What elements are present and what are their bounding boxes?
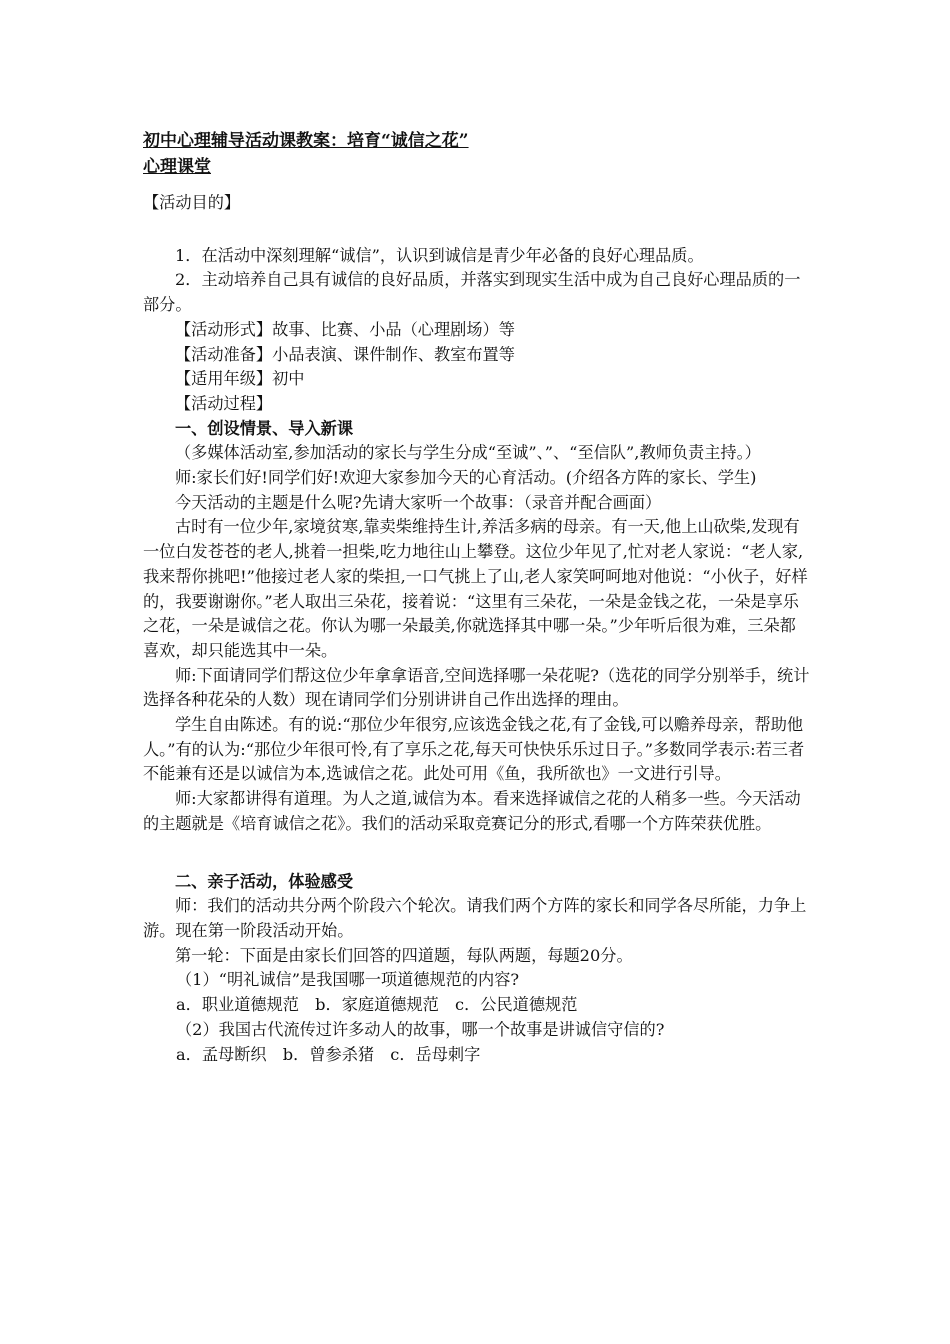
story-paragraph: 古时有一位少年,家境贫寒,靠卖柴维持生计,养活多病的母亲。有一天,他上山砍柴,发现有一位白发苍苍的老人,挑着一担柴,吃力地往山上攀登。这位少年见了,忙对老人家说：“老人家,我来帮你挑吧!”他接过老人家的柴担,一口气挑上了山,老人家笑呵呵地对他说：“小伙子，好样的，我要谢谢你。”老人取出三朵花，接着说：“这里有三朵花，一朵是金钱之花，一朵是享乐之花，一朵是诚信之花。你认为哪一朵最美,你就选择其中哪一朵。”少年听后很为难，三朵都喜欢，却只能选其中一朵。 — [143, 517, 808, 660]
section-heading: 二、亲子活动，体验感受 — [175, 871, 354, 891]
paragraph: 师:大家都讲得有道理。为人之道,诚信为本。看来选择诚信之花的人稍多一些。今天活动的主题就是《培育诚信之花》。我们的活动采取竞赛记分的形式,看哪一个方阵荣获优胜。 — [143, 789, 801, 833]
meta-grade: 【适用年级】初中 — [175, 369, 305, 389]
document-body — [143, 191, 811, 1067]
paragraph: 第一轮：下面是由家长们回答的四道题，每队两题，每题20分。 — [175, 945, 633, 965]
question-options: a．职业道德规范 b．家庭道德规范 c．公民道德规范 — [176, 995, 578, 1015]
question: （2）我国古代流传过许多动人的故事，哪一个故事是讲诚信守信的? — [176, 1019, 665, 1039]
question: （1）“明礼诚信”是我国哪一项道德规范的内容? — [176, 970, 520, 990]
paragraph: 师：我们的活动共分两个阶段六个轮次。请我们两个方阵的家长和同学各尽所能，力争上游。现在第一阶段活动开始。 — [143, 896, 807, 940]
document-subtitle: 心理课堂 — [143, 157, 211, 177]
document-title: 初中心理辅导活动课教案：培育“诚信之花” — [143, 131, 469, 151]
paragraph: 今天活动的主题是什么呢?先请大家听一个故事：（录音并配合画面） — [175, 492, 662, 512]
paragraph: 师:家长们好!同学们好!欢迎大家参加今天的心育活动。(介绍各方阵的家长、学生) — [175, 468, 757, 488]
paragraph: 师:下面请同学们帮这位少年拿拿语音,空间选择哪一朵花呢?（选花的同学分别举手，统计选择各种花朵的人数）现在请同学们分别讲讲自己作出选择的理由。 — [143, 665, 810, 710]
paragraph: （多媒体活动室,参加活动的家长与学生分成“至诚”、”、“至信队”,教师负责主持。） — [175, 443, 761, 463]
paragraph: 学生自由陈述。有的说:“那位少年很穷,应该选金钱之花,有了金钱,可以赡养母亲，帮助他人。”有的认为:“那位少年很可怜,有了享乐之花,每天可快快乐乐过日子。”多数同学表示:若三者不能兼有还是以诚信为本,选诚信之花。此处可用《鱼，我所欲也》一文进行引导。 — [143, 715, 805, 784]
goal-item: 1．在活动中深刻理解“诚信”，认识到诚信是青少年必备的良好心理品质。 — [175, 245, 704, 265]
question-options: a．孟母断织 b．曾参杀猪 c．岳母刺字 — [176, 1044, 481, 1064]
goal-item: 2．主动培养自己具有诚信的良好品质，并落实到现实生活中成为自己良好心理品质的一部分。 — [143, 270, 801, 315]
meta-process: 【活动过程】 — [175, 393, 273, 413]
meta-activity-form: 【活动形式】故事、比赛、小品（心理剧场）等 — [175, 319, 515, 339]
section-heading: 一、创设情景、导入新课 — [175, 418, 354, 438]
meta-preparation: 【活动准备】小品表演、课件制作、教室布置等 — [175, 344, 515, 364]
purpose-heading: 【活动目的】 — [143, 193, 241, 212]
